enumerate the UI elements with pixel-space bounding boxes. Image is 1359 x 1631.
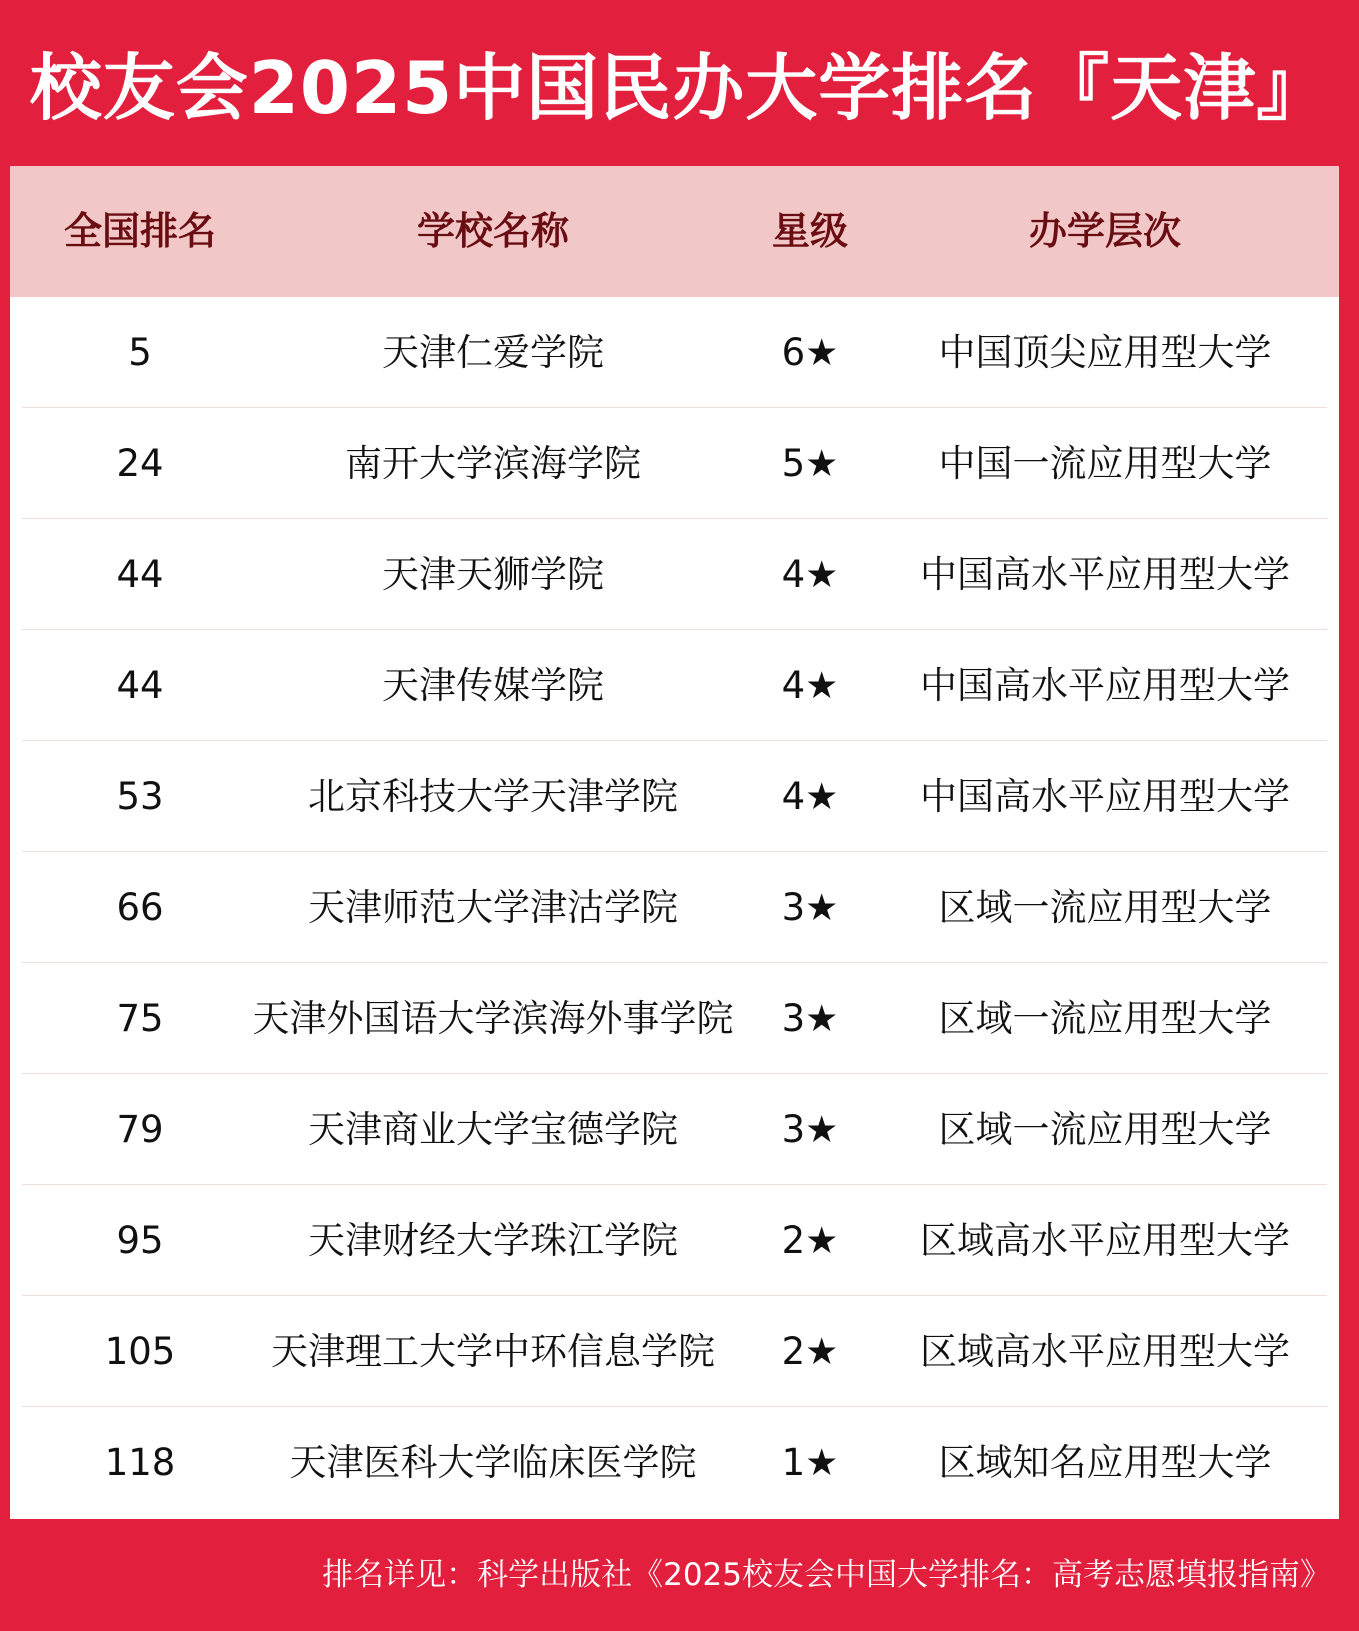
rank-cell: 53 xyxy=(116,774,164,818)
page-title: 校友会2025中国民办大学排名『天津』 xyxy=(29,46,1330,130)
table-row xyxy=(10,297,1339,408)
table-row xyxy=(10,741,1339,852)
table-row xyxy=(10,963,1339,1074)
school-name-cell: 南开大学滨海学院 xyxy=(345,441,641,485)
star-level-cell: 4★ xyxy=(781,663,839,707)
star-level-cell: 4★ xyxy=(781,552,839,596)
school-name-cell: 天津财经大学珠江学院 xyxy=(308,1218,678,1262)
source-note: 排名详见：科学出版社《2025校友会中国大学排名：高考志愿填报指南》 xyxy=(322,1557,1331,1593)
school-level-cell: 中国高水平应用型大学 xyxy=(920,774,1290,818)
rank-cell: 95 xyxy=(116,1218,164,1262)
school-name-cell: 天津外国语大学滨海外事学院 xyxy=(252,996,734,1040)
header-school-level: 办学层次 xyxy=(1028,209,1181,253)
school-level-cell: 区域一流应用型大学 xyxy=(938,996,1272,1040)
school-name-cell: 天津理工大学中环信息学院 xyxy=(271,1329,715,1373)
header-star-level: 星级 xyxy=(771,209,848,253)
rank-cell: 75 xyxy=(116,996,164,1040)
star-level-cell: 2★ xyxy=(781,1329,839,1373)
school-level-cell: 中国一流应用型大学 xyxy=(938,441,1272,485)
rank-cell: 105 xyxy=(104,1329,176,1373)
school-level-cell: 区域一流应用型大学 xyxy=(938,885,1272,929)
rank-cell: 66 xyxy=(116,885,164,929)
table-row xyxy=(10,519,1339,630)
school-level-cell: 区域知名应用型大学 xyxy=(938,1440,1272,1484)
star-level-cell: 6★ xyxy=(781,330,839,374)
school-name-cell: 天津仁爱学院 xyxy=(382,330,604,374)
rank-cell: 118 xyxy=(104,1440,176,1484)
header-rank: 全国排名 xyxy=(63,209,216,253)
school-name-cell: 天津师范大学津沽学院 xyxy=(308,885,678,929)
school-name-cell: 北京科技大学天津学院 xyxy=(308,774,678,818)
star-level-cell: 2★ xyxy=(781,1218,839,1262)
table-row xyxy=(10,1407,1339,1518)
school-name-cell: 天津商业大学宝德学院 xyxy=(308,1107,678,1151)
table-row xyxy=(10,1296,1339,1407)
star-level-cell: 5★ xyxy=(781,441,839,485)
rank-cell: 24 xyxy=(116,441,164,485)
star-level-cell: 3★ xyxy=(781,996,839,1040)
school-level-cell: 区域高水平应用型大学 xyxy=(920,1329,1290,1373)
school-level-cell: 中国顶尖应用型大学 xyxy=(938,330,1272,374)
table-header xyxy=(10,166,1339,297)
rank-cell: 44 xyxy=(116,552,164,596)
table-row xyxy=(10,630,1339,741)
ranking-table xyxy=(10,166,1339,1519)
header-school-name: 学校名称 xyxy=(416,209,569,253)
star-level-cell: 3★ xyxy=(781,1107,839,1151)
school-name-cell: 天津传媒学院 xyxy=(382,663,604,707)
table-row xyxy=(10,408,1339,519)
table-row xyxy=(10,1185,1339,1296)
table-row xyxy=(10,852,1339,963)
school-level-cell: 区域高水平应用型大学 xyxy=(920,1218,1290,1262)
table-row xyxy=(10,1074,1339,1185)
star-level-cell: 4★ xyxy=(781,774,839,818)
rank-cell: 44 xyxy=(116,663,164,707)
school-level-cell: 中国高水平应用型大学 xyxy=(920,552,1290,596)
school-name-cell: 天津天狮学院 xyxy=(382,552,604,596)
school-level-cell: 区域一流应用型大学 xyxy=(938,1107,1272,1151)
rank-cell: 5 xyxy=(128,330,152,374)
star-level-cell: 1★ xyxy=(781,1440,839,1484)
school-name-cell: 天津医科大学临床医学院 xyxy=(289,1440,697,1484)
school-level-cell: 中国高水平应用型大学 xyxy=(920,663,1290,707)
star-level-cell: 3★ xyxy=(781,885,839,929)
table-body xyxy=(10,297,1339,1519)
rank-cell: 79 xyxy=(116,1107,164,1151)
